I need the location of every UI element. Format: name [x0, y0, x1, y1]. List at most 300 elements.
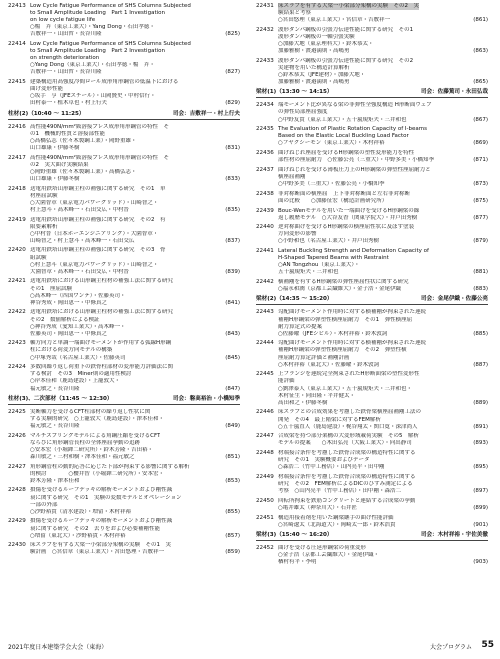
paper-line — [30, 549, 240, 556]
paper-page: (849) — [225, 422, 240, 429]
paper-line-text: ○高木峰一（四国ワンテ）・佐藤英司・ — [30, 292, 126, 299]
paper-line — [30, 542, 240, 549]
paper-body — [30, 247, 240, 275]
paper-entry — [256, 208, 488, 222]
paper-page: (827) — [225, 69, 240, 76]
paper-line — [278, 386, 488, 393]
paper-entry — [256, 450, 488, 471]
paper-line-text: 高性能490N/mm²級溶接プレス成形角形鋼管の特性 そ — [30, 123, 170, 130]
paper-line — [30, 62, 240, 69]
paper-line — [278, 34, 488, 41]
paper-line — [278, 126, 488, 133]
footer-conference: 2021年度日本建築学会大会（東海） — [8, 644, 108, 651]
paper-line — [30, 340, 240, 347]
paper-line — [30, 138, 240, 145]
paper-page: (841) — [225, 299, 240, 306]
paper-page: (825) — [225, 31, 240, 38]
paper-line-text: 曲げねじれを受ける薄板圧力上のH形鋼梁の弾塑性座屈耐力と — [278, 166, 431, 173]
paper-line — [278, 58, 488, 65]
paper-line-text: 験計画 ○宮信章（東京工業大）・宮田悠理・吉敷祥一 — [30, 549, 165, 556]
paper-page: (881) — [473, 269, 488, 276]
paper-number: 22424 — [8, 364, 26, 371]
paper-entry — [256, 279, 488, 293]
paper-line-text: 送電用鉄塔における山形鋼主柱材の補強工法に関する研究 — [30, 309, 174, 316]
paper-line-text: ○加藤大地（東京理科大）・鈴木恭太・ — [278, 41, 374, 48]
paper-line-text: on low cycle fatigue life — [30, 17, 96, 24]
paper-line-text: ○高橋弘志（佐々木製鋼工業）・岡野重雄・ — [30, 137, 137, 144]
paper-line-text: ○五十嵐直人（鹿島建設）・梶谷翔太・関口寛・深津尚人 — [278, 423, 418, 430]
paper-body — [30, 340, 240, 361]
paper-body — [30, 542, 240, 556]
session-chair: 司会：木村祥裕・宇佐美徹 — [420, 531, 488, 538]
session-chair: 司会：吉敷祥一・村上行夫 — [172, 110, 240, 117]
paper-line — [30, 100, 240, 107]
paper-line-text: 損傷を受けるルーフデッキの解析モーメントおよび剛性減 — [30, 487, 173, 494]
paper-page: (885) — [473, 330, 488, 337]
paper-line — [278, 393, 488, 400]
paper-line — [278, 102, 488, 109]
paper-line-text: ○岡野重雄（佐々木製鋼工業）・高橋弘志・ — [30, 168, 137, 175]
paper-body — [278, 3, 488, 24]
paper-line-text: 柱における荷変方向モデルの構築 — [30, 347, 113, 354]
paper-body — [278, 450, 488, 471]
paper-line — [278, 248, 488, 255]
paper-line-text: ○金子浩（京都工芸繊維大）・金尾伊織・ — [278, 551, 380, 558]
paper-line-text: ○小野和也（名古屋工業大）・井戸田秀樹 — [278, 238, 380, 245]
paper-line-text: H-Shaped Tapered Beams with Restraint — [278, 255, 389, 262]
paper-line — [278, 552, 488, 559]
paper-line — [30, 262, 240, 269]
paper-line — [30, 286, 240, 293]
footer-program-label: 大会プログラム — [430, 644, 472, 651]
paper-line — [278, 505, 488, 512]
paper-line — [278, 378, 488, 385]
paper-entry — [256, 340, 488, 368]
paper-body — [278, 474, 488, 495]
paper-entry — [256, 309, 488, 337]
paper-line-text: 面の比較 ○加藤征宏（構造計画研究所） — [278, 197, 388, 204]
paper-page: (859) — [225, 549, 240, 556]
paper-line-text: 一部の外部 — [30, 501, 58, 508]
paper-line-text: 研究 その1 実験概要およびデータ — [278, 457, 370, 464]
paper-number: 22445 — [256, 371, 274, 378]
paper-line — [278, 72, 488, 79]
paper-page: (865) — [473, 79, 488, 86]
paper-entry — [8, 340, 240, 361]
paper-body — [278, 167, 488, 188]
paper-line-text: 山崎智之・村上慧斗・高木峰一・石田交広 — [30, 237, 135, 244]
paper-page: (833) — [225, 175, 240, 182]
paper-line-text: 神谷秀成・岡田恵一・中條真之 — [30, 299, 108, 306]
paper-line — [278, 433, 488, 440]
paper-line — [278, 65, 488, 72]
paper-line — [278, 224, 488, 231]
left-column — [8, 3, 240, 559]
paper-entry — [8, 487, 240, 515]
paper-page: (897) — [473, 488, 488, 495]
paper-entry — [256, 191, 488, 205]
paper-number: 22450 — [256, 497, 274, 504]
paper-number: 22452 — [256, 544, 274, 551]
paper-line — [30, 347, 240, 354]
paper-line — [278, 417, 488, 424]
paper-line — [30, 278, 240, 285]
paper-number: 22423 — [8, 340, 26, 347]
paper-line — [30, 317, 240, 324]
session-header — [8, 111, 240, 120]
paper-line — [278, 488, 488, 495]
paper-line — [30, 324, 240, 331]
paper-entry — [8, 217, 240, 245]
paper-line-text: ○宮崎遼太（北海道大）・岡崎太一郎・鈴木浩貴 — [278, 521, 396, 528]
paper-entry — [256, 474, 488, 495]
paper-entry — [256, 248, 488, 276]
paper-line — [30, 464, 240, 471]
paper-entry — [256, 515, 488, 529]
paper-line-text: to Small Amplitude Loading Part 2 Investigation — [30, 48, 165, 55]
paper-line — [278, 17, 488, 24]
paper-line-text: 能評価 — [278, 378, 295, 385]
paper-line-text: 実断軸力を受けるCFT柱部材の繰り返し性状に関 — [30, 408, 151, 415]
paper-line — [278, 324, 488, 331]
paper-line-text: ○中塚秀哉（名古屋工業大）・佐藤英司 — [30, 354, 126, 361]
paper-line — [30, 478, 240, 485]
paper-line-text: 験結果と考察 — [278, 10, 312, 17]
paper-body — [278, 433, 488, 447]
paper-entry — [8, 247, 240, 275]
paper-line-text: 建築構造用高強度冷間ロール成形角形鋼管の低温下における — [30, 79, 179, 86]
paper-entry — [256, 27, 488, 55]
paper-line — [30, 386, 240, 393]
paper-line-text: ○森浩二（竹中工務店）・山内亮平・田中剛 — [278, 464, 385, 471]
paper-page: (839) — [225, 268, 240, 275]
paper-line-text: ○フヤクシーモン（東京工業大）・木村祥裕 — [278, 140, 385, 147]
paper-body — [30, 124, 240, 152]
paper-line — [30, 447, 240, 454]
paper-line-text: 木村征生・向田隆・平井健太・ — [278, 392, 356, 399]
paper-number: 22431 — [256, 3, 274, 9]
paper-line-text: 返し履歴モデル ○大谷友香（関東学院大）・井戸田秀樹 — [278, 214, 418, 221]
paper-body — [30, 79, 240, 107]
paper-line-text: Bouc-Wenモデルを用いた一端曲げを受けるH形鋼梁の繰 — [278, 207, 420, 214]
paper-line — [278, 286, 488, 293]
paper-line — [30, 409, 240, 416]
paper-page: (873) — [473, 181, 488, 188]
paper-line-text: ○福永和潤（京都工芸繊維大）・金子浩・金尾伊織 — [278, 286, 402, 293]
paper-line — [30, 416, 240, 423]
paper-line-text: 波形ダンパ鋼板の一軸引張実験 — [278, 33, 355, 40]
paper-number: 22447 — [256, 433, 274, 440]
paper-line — [30, 224, 240, 231]
paper-line — [30, 471, 240, 478]
paper-number: 22413 — [8, 3, 26, 9]
paper-line — [30, 207, 240, 214]
paper-line — [278, 3, 488, 10]
paper-body — [278, 309, 488, 337]
paper-line-text: 村上慧斗・高木峰一・石田交広・中村晋 — [30, 206, 130, 213]
paper-line — [278, 515, 488, 522]
paper-page: (899) — [473, 504, 488, 511]
paper-line-text: 福元敏之・長谷川隆 — [30, 422, 80, 429]
paper-line-text: 床スラブを有する大梁一小梁部分架構の実験 その1 実 — [30, 542, 172, 549]
paper-line-text: 鈴木芳隆・澤本佳和 — [30, 477, 80, 484]
paper-number: 22439 — [256, 207, 274, 214]
paper-number: 22425 — [8, 408, 26, 415]
paper-page: (861) — [473, 17, 488, 24]
paper-line — [278, 269, 488, 276]
paper-entry — [8, 41, 240, 76]
paper-line — [278, 400, 488, 407]
paper-line-text: する実験的研究 ○上籠敦大（鹿島建設）・澤本佳和・ — [30, 415, 165, 422]
paper-line — [30, 495, 240, 502]
paper-body — [30, 464, 240, 485]
paper-page: (853) — [225, 477, 240, 484]
paper-line — [30, 200, 240, 207]
paper-line — [30, 145, 240, 152]
paper-line-text: 波形ダンパ鋼板の引張力伝達性能に関する研究 その1 — [278, 26, 414, 33]
paper-line-text: 耐力算定式の提案 — [278, 323, 323, 330]
paper-page: (883) — [473, 286, 488, 293]
paper-line — [30, 217, 240, 224]
paper-line-text: 補剛H形鋼梁の弾塑性横座屈耐力 その1 弾性横座屈 — [278, 316, 413, 323]
paper-entry — [8, 464, 240, 485]
paper-line — [30, 440, 240, 447]
paper-line — [278, 174, 488, 181]
paper-body — [278, 409, 488, 430]
paper-body — [30, 3, 240, 38]
paper-entry — [256, 371, 488, 406]
paper-line-text: to Small Amplitude Loading Part 1 Investigation — [30, 10, 165, 17]
session-title: 柱材(2)（10:40 ～ 11:25） — [8, 110, 85, 117]
paper-entry — [256, 3, 488, 24]
paper-entry — [256, 58, 488, 86]
paper-line — [30, 247, 240, 254]
paper-line-text: 衰に関する研究 その2 去りをおよび必要補剛性能 — [30, 525, 161, 532]
paper-body — [278, 498, 488, 512]
paper-line-text: 材端接合条件を考慮した鉄骨合成梁の構造特性に関する — [278, 450, 416, 457]
paper-line-text: Based on the Elastic Local Buckling Load Factor — [278, 133, 409, 140]
paper-number: 22449 — [256, 473, 274, 480]
paper-line — [30, 24, 240, 31]
session-header — [256, 89, 488, 98]
paper-line — [278, 10, 488, 17]
paper-page: (869) — [473, 140, 488, 147]
paper-line — [278, 464, 488, 471]
paper-line — [30, 48, 240, 55]
paper-page: (879) — [473, 238, 488, 245]
paper-number: 22433 — [256, 57, 274, 64]
paper-entry — [8, 433, 240, 461]
paper-line — [30, 193, 240, 200]
paper-page: (895) — [473, 464, 488, 471]
paper-line-text: on strength deterioration — [30, 55, 100, 62]
session-header — [8, 396, 240, 405]
paper-body — [30, 41, 240, 76]
paper-line — [30, 364, 240, 371]
paper-entry — [8, 309, 240, 337]
paper-line-text: 回転所拘束を鉄筋コンクリートと連結する合成梁の挙動 — [278, 497, 416, 504]
paper-line-text: ○岸本佳和（鹿島建設）・上籠敦大・ — [30, 378, 121, 385]
paper-line — [30, 487, 240, 494]
paper-line-text: 組試験 — [30, 254, 47, 261]
page-footer — [8, 640, 494, 652]
paper-line-text: 損傷を受けるルーフデッキの解析モーメントおよび剛性減 — [30, 518, 173, 525]
paper-line — [30, 269, 240, 276]
paper-body — [278, 515, 488, 529]
paper-page: (891) — [473, 423, 488, 430]
paper-body — [278, 126, 488, 147]
paper-page: (857) — [225, 532, 240, 539]
paper-line — [30, 331, 240, 338]
paper-body — [278, 371, 488, 406]
paper-line — [30, 518, 240, 525]
paper-line — [30, 371, 240, 378]
paper-line — [30, 55, 240, 62]
paper-line — [30, 41, 240, 48]
paper-line-text: ○AN Tongzhou（東京工業大）・ — [278, 262, 360, 269]
paper-line — [278, 109, 488, 116]
paper-number: 22451 — [256, 514, 274, 521]
paper-page: (837) — [225, 237, 240, 244]
paper-line — [278, 371, 488, 378]
paper-line — [278, 347, 488, 354]
paper-body — [278, 191, 488, 205]
paper-page: (877) — [473, 214, 488, 221]
paper-line-text: 山口雄康・伊藤冬樹 — [30, 175, 80, 182]
paper-page: (863) — [473, 48, 488, 55]
paper-page: (835) — [225, 206, 240, 213]
paper-body — [30, 433, 240, 461]
page-number: 55 — [481, 640, 494, 650]
paper-line — [30, 176, 240, 183]
paper-body — [30, 186, 240, 214]
paper-number: 22436 — [256, 150, 274, 157]
paper-line — [30, 423, 240, 430]
paper-line-text: ○鈴木恭太（JFE建材）・加藤大地・ — [278, 72, 366, 79]
paper-line — [30, 3, 240, 10]
paper-line-text: ○中野多美（三重大）・佐藤公亮・小橋知季 — [278, 181, 385, 188]
paper-number: 22417 — [8, 154, 26, 161]
paper-line-text: 高性能490N/mm²級溶接プレス成形角形鋼管の特性 そ — [30, 154, 170, 161]
paper-line — [278, 167, 488, 174]
paper-line-text: 角形鋼管柱の動的応答に応じた下部が拘束する影響に関する解析 — [30, 463, 190, 470]
paper-number: 22420 — [8, 247, 26, 254]
paper-line-text: 逆対称曲げを受けるH形鋼梁の横座屈性状に及ぼす塗装 — [278, 224, 415, 231]
paper-line-text: 部性材の座屈耐力 ○佐藤公亮（三重大）・中野多美・小橋知季 — [278, 157, 435, 164]
session-title: 梁材(3)（15:40 ～ 16:20） — [256, 531, 333, 538]
paper-line — [278, 340, 488, 347]
session-chair: 司会：佐藤篤司・永田弘哉 — [420, 89, 488, 96]
paper-entry — [256, 224, 488, 245]
paper-page: (893) — [473, 440, 488, 447]
paper-line-text: 端モーメント比が異なる梁の非弾性全強度構造 H形断面ウェブ — [278, 102, 432, 109]
paper-line — [278, 545, 488, 552]
paper-body — [278, 102, 488, 123]
paper-line-text: 佐藤英司・岡田恵一・中條真之 — [30, 330, 108, 337]
paper-page: (831) — [225, 144, 240, 151]
paper-body — [278, 279, 488, 293]
paper-line — [278, 215, 488, 222]
paper-line — [30, 131, 240, 138]
paper-line-text: 加藤雅樹・渡邉満則・高嶋勇 — [278, 79, 350, 86]
paper-line-text: 送電用鉄塔における山形鋼主柱材の補強工法に関する研究 — [30, 278, 174, 285]
paper-line-text: 限要素解析 — [30, 223, 58, 230]
paper-line-text: ○劉澤泰人（東京工業大）・五十嵐規矩夫・三井和也・ — [278, 385, 413, 392]
paper-line — [278, 409, 488, 416]
paper-line — [278, 362, 488, 369]
paper-line — [278, 498, 488, 505]
paper-number: 22414 — [8, 41, 26, 48]
paper-line — [30, 155, 240, 162]
paper-line-text: 送電用鉄塔山形鋼主柱の補強に関する研究 その2 有 — [30, 216, 166, 223]
paper-entry — [256, 498, 488, 512]
session-chair: 司会：磐高裕治・小橋知季 — [172, 395, 240, 402]
session-title: 梁材(1)（13:30 ～ 14:15） — [256, 89, 333, 96]
paper-line-text: Low Cycle Fatigue Performance of SHS Columns Subjected — [30, 3, 191, 9]
paper-number: 22448 — [256, 450, 274, 457]
paper-body — [30, 278, 240, 306]
paper-line-text: その1 座屈試験 — [30, 285, 72, 292]
paper-line-text: The Evaluation of Plastic Rotation Capacity of I-beams — [278, 126, 427, 133]
paper-entry — [8, 79, 240, 107]
paper-line-text: 送電用鉄塔山形鋼主柱の補強に関する研究 その1 単 — [30, 185, 166, 192]
paper-line — [278, 79, 488, 86]
paper-number: 22434 — [256, 102, 274, 109]
paper-line-text: 田村泰一・植木卓也・村上行夫 — [30, 100, 108, 107]
paper-entry — [256, 150, 488, 164]
paper-line — [278, 559, 488, 566]
paper-line-text: ○楊 卉（東京工業大）・Yang Dong・石田孝徳・ — [30, 24, 155, 31]
session-title: 柱材(3)、二次部材（11:45 ～ 12:30） — [8, 395, 113, 402]
paper-line — [278, 181, 488, 188]
paper-number: 22430 — [8, 542, 26, 549]
paper-line — [278, 231, 488, 238]
paper-line-text: 楢村有平・李明 — [278, 559, 317, 566]
paper-line — [30, 293, 240, 300]
paper-number: 22440 — [256, 224, 274, 231]
paper-number: 22429 — [8, 518, 26, 525]
paper-number: 22416 — [8, 123, 26, 130]
paper-body — [278, 248, 488, 276]
paper-number: 22444 — [256, 340, 274, 347]
paper-number: 22443 — [256, 309, 274, 316]
paper-line — [278, 309, 488, 316]
paper-line — [30, 454, 240, 461]
paper-line — [278, 262, 488, 269]
paper-line — [30, 10, 240, 17]
paper-line — [278, 481, 488, 488]
paper-line — [30, 526, 240, 533]
paper-number: 22421 — [8, 278, 26, 285]
paper-page: (867) — [473, 116, 488, 123]
paper-number: 22415 — [8, 79, 26, 86]
paper-line — [30, 300, 240, 307]
paper-line — [30, 79, 240, 86]
paper-page: (875) — [473, 197, 488, 204]
paper-line — [30, 86, 240, 93]
paper-entry — [8, 278, 240, 306]
paper-body — [278, 150, 488, 164]
paper-number: 22422 — [8, 309, 26, 316]
paper-page: (855) — [225, 508, 240, 515]
paper-body — [30, 309, 240, 337]
paper-line-text: 座屈耐力算定評価と補剛計画 — [278, 354, 350, 361]
paper-body — [278, 545, 488, 566]
paper-line — [278, 279, 488, 286]
paper-line-text: ○佐藤曜（JFEシビル）・木村祥裕・鈴木敦詞 — [278, 330, 388, 337]
paper-line-text: Lateral Buckling Strength and Deformation Capacity of — [278, 248, 429, 255]
paper-line — [278, 440, 488, 447]
